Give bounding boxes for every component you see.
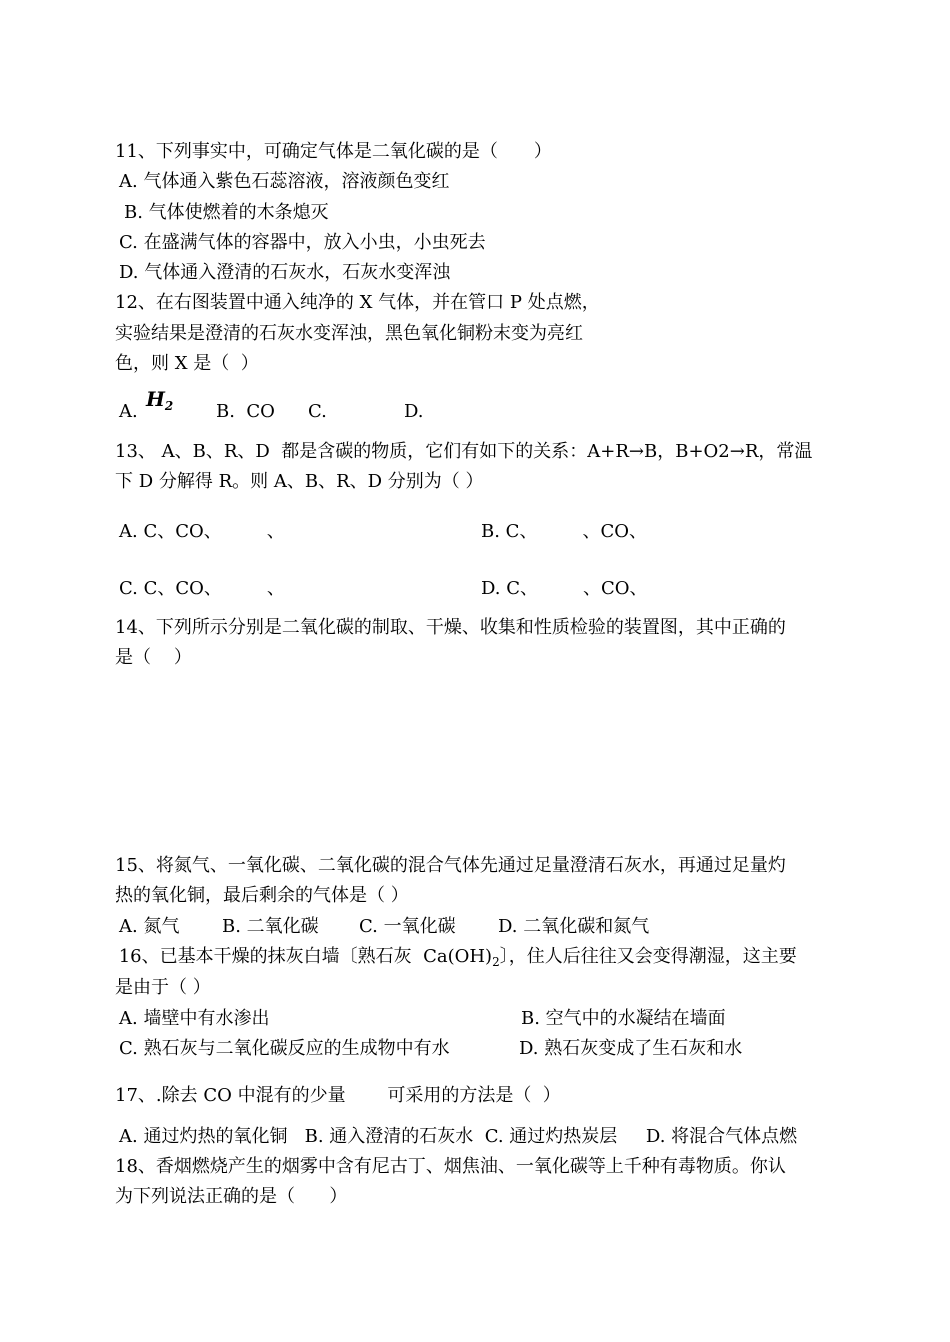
question-16-option-a: A. 墙壁中有水渗出 xyxy=(119,1008,270,1029)
question-11-stem: 11、下列事实中，可确定气体是二氧化碳的是（ ） xyxy=(115,141,552,162)
question-15-option-d: D. 二氧化碳和氮气 xyxy=(498,916,650,937)
question-12-line-1: 12、在右图装置中通入纯净的 X 气体，并在管口 P 处点燃， xyxy=(115,292,600,313)
question-11-option-a: A. 气体通入紫色石蕊溶液，溶液颜色变红 xyxy=(119,171,450,192)
question-15-option-a: A. 氮气 xyxy=(119,916,180,937)
question-11-option-d: D. 气体通入澄清的石灰水，石灰水变浑浊 xyxy=(119,262,451,283)
question-12-option-b: B. CO xyxy=(216,401,275,422)
question-13-option-a: A. C、CO、 、 xyxy=(119,521,285,542)
question-12-option-a: A. xyxy=(119,401,138,422)
question-16-line-1-start: 16、已基本干燥的抹灰白墙〔熟石灰 Ca(OH) xyxy=(113,946,493,967)
question-12-option-d: D. xyxy=(404,401,424,422)
question-14-line-1: 14、下列所示分别是二氧化碳的制取、干燥、收集和性质检验的装置图，其中正确的 xyxy=(115,617,786,638)
question-11-option-b: B. 气体使燃着的木条熄灭 xyxy=(124,202,329,223)
question-12-line-2: 实验结果是澄清的石灰水变浑浊，黑色氧化铜粉末变为亮红 xyxy=(115,323,583,344)
question-13-line-1: 13、 A、B、R、D 都是含碳的物质，它们有如下的关系：A+R→B，B+O2→R，常温 xyxy=(115,441,813,462)
h2-formula-symbol: H xyxy=(146,387,165,411)
question-13-option-b: B. C、 、CO、 xyxy=(481,521,647,542)
question-16-line-1-end: 〕，住人后往往又会变得潮湿，这主要 xyxy=(499,946,797,967)
question-15-option-c: C. 一氧化碳 xyxy=(359,916,456,937)
question-17-stem: 17、.除去 CO 中混有的少量 可采用的方法是（ ） xyxy=(115,1085,561,1106)
question-13-option-d: D. C、 、CO、 xyxy=(481,578,648,599)
question-16-option-c: C. 熟石灰与二氧化碳反应的生成物中有水 xyxy=(119,1038,450,1059)
h2-formula-subscript: 2 xyxy=(164,399,174,413)
question-15-line-2: 热的氧化铜，最后剩余的气体是（ ） xyxy=(115,885,409,906)
question-13-line-2: 下 D 分解得 R。则 A、B、R、D 分别为（ ） xyxy=(115,471,484,492)
question-15-option-b: B. 二氧化碳 xyxy=(222,916,319,937)
question-12-option-c: C. xyxy=(308,401,327,422)
question-15-line-1: 15、将氮气、一氧化碳、二氧化碳的混合气体先通过足量澄清石灰水，再通过足量灼 xyxy=(115,855,786,876)
question-16-line-2: 是由于（ ） xyxy=(115,977,211,998)
question-16-option-b: B. 空气中的水凝结在墙面 xyxy=(521,1008,726,1029)
question-13-option-c: C. C、CO、 、 xyxy=(119,578,285,599)
question-12-line-3: 色，则 X 是（ ） xyxy=(115,353,259,374)
question-17-options: A. 通过灼热的氧化铜 B. 通入澄清的石灰水 C. 通过灼热炭层 D. 将混合气体点燃 xyxy=(119,1126,798,1147)
question-16-subscript: 2 xyxy=(492,955,500,969)
question-18-line-2: 为下列说法正确的是（ ） xyxy=(115,1186,348,1207)
question-14-line-2: 是（ ） xyxy=(115,647,192,668)
question-16-option-d: D. 熟石灰变成了生石灰和水 xyxy=(519,1038,743,1059)
question-12-option-a-formula xyxy=(146,388,173,417)
question-16-line-1 xyxy=(113,946,797,973)
question-11-option-c: C. 在盛满气体的容器中，放入小虫，小虫死去 xyxy=(119,232,486,253)
question-18-line-1: 18、香烟燃烧产生的烟雾中含有尼古丁、烟焦油、一氧化碳等上千种有毒物质。你认 xyxy=(115,1156,786,1177)
